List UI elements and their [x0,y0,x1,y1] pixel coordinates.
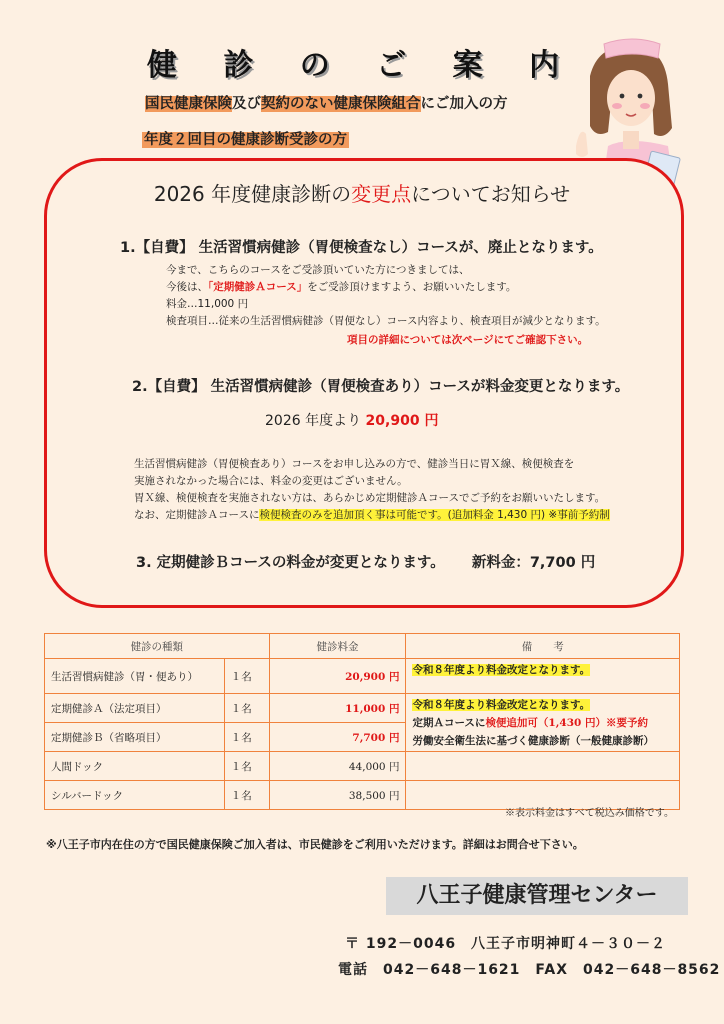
sub2-text: 年度２回目の健康診断受診の方 [144,132,347,148]
row-name: 生活習慣病健診（胃・便あり） [45,659,225,694]
row-price: 38,500 円 [269,781,406,810]
sub1-part4: にご加入の方 [420,96,508,112]
row-count: １名 [224,723,269,752]
table-row [45,694,680,723]
table-row [45,752,680,781]
item2-para4-pre: なお、定期健診Ａコースに [134,509,260,521]
item1-line2 [166,279,606,296]
row-count: １名 [224,659,269,694]
row-price: 11,000 円 [269,694,406,723]
row-name: 定期健診Ａ（法定項目） [45,694,225,723]
item1-detail-note: 項目の詳細については次ページにてご確認下さい。 [347,334,589,346]
resident-notice: ※八王子市内在住の方で国民健康保険ご加入者は、市民健診をご利用いただけます。詳細はお問合せ下さい。 [46,838,584,851]
row-note [406,659,680,694]
table-header-row [45,634,680,659]
fee-table [44,633,680,810]
target-audience-2 [142,128,349,149]
row-note-merged [406,694,680,752]
row-name: シルバードック [45,781,225,810]
item2-para4-hl: 検便検査のみを追加頂く事は可能です。(追加料金 1,430 円) ※事前予約制 [259,509,610,521]
table-row [45,659,680,694]
item2-para1: 生活習慣病健診（胃便検査あり）コースをお申し込みの方で、健診当日に胃Ｘ線、検便検査を [134,458,575,470]
note1: 令和８年度より料金改定となります。 [412,664,591,676]
row-name: 定期健診Ｂ（省略項目） [45,723,225,752]
item2-para4 [134,507,610,524]
row-count: １名 [224,752,269,781]
header-fee: 健診料金 [269,634,406,659]
phone-fax: 電話 042－648－1621 FAX 042－648－8562 [338,962,721,978]
item2-heading: 2.【自費】 生活習慣病健診（胃便検査あり）コースが料金変更となります。 [132,379,630,395]
notice-title-red: 変更点 [351,182,412,206]
item2-body [134,456,610,524]
item1-line3: 料金…11,000 円 [166,298,249,310]
row-count: １名 [224,694,269,723]
item3 [136,551,595,572]
item1-heading: 1.【自費】 生活習慣病健診（胃便検査なし）コースが、廃止となります。 [120,240,603,256]
row-count: １名 [224,781,269,810]
header-note: 備 考 [406,634,680,659]
sub1-part1: 国民健康保険 [145,96,232,112]
row-note-empty [406,752,680,781]
item1-line2-red: 「定期健診Ａコース」 [208,281,308,293]
row-name: 人間ドック [45,752,225,781]
address: 〒 192－0046 八王子市明神町４－３０－２ [345,936,667,952]
sub1-part3: 契約のない健康保険組合 [261,96,421,112]
note2b [412,714,673,732]
item3-heading: 3. 定期健診Ｂコースの料金が変更となります。 [136,555,445,571]
notice-title-pre: 2026 年度健康診断の [153,182,352,206]
item2-price-red: 20,900 円 [365,413,439,429]
item1-line2-post: をご受診頂けますよう、お願いいたします。 [307,281,517,293]
tax-note: ※表示料金はすべて税込み価格です。 [505,808,674,819]
item2-price [265,410,438,430]
item2-para2: 実施されなかった場合には、料金の変更はございません。 [134,475,408,487]
item1-line2-pre: 今後は、 [166,281,208,293]
item1-line1: 今まで、こちらのコースをご受診頂いていた方につきましては、 [166,264,470,276]
item2-para3: 胃Ｘ線、検便検査を実施されない方は、あらかじめ定期健診Ａコースでご予約をお願いいたします。 [134,492,606,504]
note2b-red: 検便追加可（1,430 円）※要予約 [485,717,648,729]
item1-body [166,262,606,330]
organization-name: 八王子健康管理センター [386,877,688,915]
notice-title [0,178,724,207]
note2b-pre: 定期Ａコースに [412,717,486,729]
page-title: 健 診 の ご 案 内 [146,48,578,83]
row-price: 44,000 円 [269,752,406,781]
header-type: 健診の種類 [45,634,270,659]
sub1-part2: 及び [232,96,261,112]
row-price: 7,700 円 [269,723,406,752]
note2a: 令和８年度より料金改定となります。 [412,699,591,711]
row-price: 20,900 円 [269,659,406,694]
target-audience-1 [145,92,508,113]
notice-title-post: についてお知らせ [411,182,571,206]
note2c: 労働安全衛生法に基づく健康診断（一般健康診断） [412,735,654,747]
item1-line4: 検査項目…従来の生活習慣病健診（胃便なし）コース内容より、検査項目が減少となります。 [166,315,606,327]
item3-new-price: 新料金：7,700 円 [471,555,596,571]
item2-price-pre: 2026 年度より [265,413,362,429]
